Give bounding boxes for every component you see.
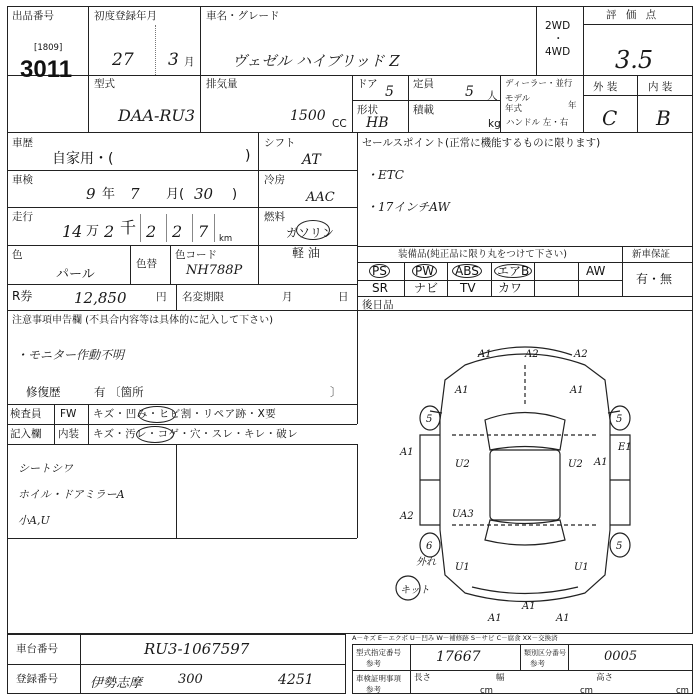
shift: AT bbox=[302, 152, 321, 168]
name-change-month: 月 bbox=[282, 291, 293, 303]
sales-label: セールスポイント(正常に機能するものに限ります) bbox=[362, 137, 601, 149]
warranty-value: 有・無 bbox=[636, 272, 673, 286]
equip-leather: カワ bbox=[498, 281, 523, 295]
equip-tv: TV bbox=[460, 281, 476, 295]
mileage-man-unit: 万 bbox=[86, 224, 100, 239]
inspector-label-2: 記入欄 bbox=[10, 428, 42, 440]
inspection-month-unit: 月( bbox=[166, 187, 185, 202]
sales-point-2: ・17インチAW bbox=[366, 200, 450, 214]
memo-3: 小A,U bbox=[18, 514, 50, 527]
memo-2: ホイル・ドアミラーA bbox=[18, 488, 125, 501]
recycle-value: 12,850 bbox=[74, 289, 127, 307]
capacity-label: 定員 bbox=[413, 78, 434, 90]
damage-mark: 5 bbox=[616, 541, 623, 552]
cert-label: 車検証明事項 bbox=[356, 674, 401, 683]
damage-mark: A1 bbox=[522, 601, 536, 612]
drive-4wd: 4WD bbox=[545, 46, 571, 58]
capacity: 5 bbox=[465, 84, 474, 100]
first-reg-month-unit: 月 bbox=[184, 56, 195, 68]
load-label: 積載 bbox=[413, 104, 434, 116]
cc-unit: CC bbox=[332, 118, 347, 130]
inspection-month: 7 bbox=[130, 185, 140, 203]
shape-label: 形状 bbox=[357, 104, 378, 116]
model-year-sub: 年式 bbox=[505, 104, 523, 114]
height-cm: cm bbox=[676, 686, 689, 696]
ac-label: 冷房 bbox=[264, 174, 285, 186]
fw-dent-circle bbox=[138, 406, 176, 423]
reg-area: 伊勢志摩 bbox=[90, 676, 143, 691]
damage-mark: U2 bbox=[568, 459, 583, 470]
shape: HB bbox=[366, 115, 389, 131]
height-label: 高さ bbox=[596, 673, 614, 683]
lot-code: [1809] bbox=[34, 43, 63, 53]
first-reg-year: 27 bbox=[112, 50, 134, 70]
diagram-legend: A－キズ E－エクボ U－凹み W－補修跡 S－サビ C－腐食 XX－交換済 bbox=[352, 634, 558, 642]
kg-unit: kg bbox=[488, 118, 501, 130]
model-year-label: モデル bbox=[505, 94, 531, 104]
cert-sub: 参考 bbox=[366, 685, 381, 694]
model: DAA-RU3 bbox=[118, 106, 196, 125]
yen-unit: 円 bbox=[156, 291, 167, 303]
chassis-label: 車台番号 bbox=[16, 643, 58, 655]
damage-mark: A1 bbox=[570, 385, 584, 396]
score-label: 評 価 点 bbox=[606, 9, 660, 21]
damage-mark: 6 bbox=[426, 541, 433, 552]
repair-value: 有 〔箇所 bbox=[94, 385, 144, 399]
lot-label: 出品番号 bbox=[12, 10, 54, 22]
dealer-label: ディーラー・並行 bbox=[505, 79, 573, 89]
repair-label: 修復歴 bbox=[26, 385, 61, 399]
interior-inspect-label: 内装 bbox=[58, 428, 79, 440]
sales-point-1: ・ETC bbox=[366, 168, 404, 182]
doors: 5 bbox=[385, 84, 394, 100]
mileage-sen-unit: 千 bbox=[120, 218, 137, 237]
spec-ref: 17667 bbox=[436, 649, 481, 665]
interior-grade: B bbox=[656, 106, 671, 130]
handle-label: ハンドル 左・右 bbox=[506, 118, 569, 128]
interior-label: 内 装 bbox=[648, 81, 673, 93]
length-cm: cm bbox=[480, 686, 493, 696]
mileage-label: 走行 bbox=[12, 211, 33, 223]
drive-2wd: 2WD bbox=[545, 20, 571, 32]
inspection-close: ) bbox=[232, 187, 238, 202]
equip-sr: SR bbox=[372, 281, 388, 295]
spec-ref-sub: 参考 bbox=[366, 659, 381, 668]
car-grade-label: 車名・グレード bbox=[206, 10, 280, 22]
chassis: RU3-1067597 bbox=[144, 640, 250, 658]
registration-label: 登録番号 bbox=[16, 673, 58, 685]
inspection-day: 30 bbox=[194, 185, 214, 203]
fuel-gasoline-circle bbox=[296, 220, 330, 240]
year-unit-spec: 年 bbox=[568, 101, 577, 111]
name-change-label: 名変期限 bbox=[182, 291, 224, 303]
note-1: ・モニター作動不明 bbox=[16, 348, 125, 362]
mileage-thousand: 2 bbox=[104, 222, 115, 241]
category-label: 類別区分番号 bbox=[524, 649, 566, 657]
km-unit: km bbox=[219, 234, 233, 244]
fuel-gasoline: ガソリン bbox=[286, 226, 335, 240]
equip-abs: ABS bbox=[452, 264, 482, 278]
damage-mark: E1 bbox=[618, 442, 632, 453]
damage-mark: キット bbox=[400, 585, 430, 596]
mileage-tens: 2 bbox=[172, 222, 183, 241]
history-value: 自家用・( bbox=[52, 151, 114, 167]
damage-mark: 5 bbox=[616, 414, 623, 425]
lot-number: 3011 bbox=[20, 56, 73, 83]
equip-navi: ナビ bbox=[414, 281, 439, 295]
exterior-grade: C bbox=[602, 106, 618, 130]
displacement: 1500 bbox=[290, 108, 326, 124]
recycle-label: R券 bbox=[12, 289, 33, 303]
fuel-diesel: 軽 油 bbox=[292, 246, 320, 260]
damage-mark: A1 bbox=[488, 613, 502, 624]
damage-mark: U1 bbox=[574, 562, 589, 573]
color-code-label: 色コード bbox=[175, 249, 217, 261]
memo-1: シートシワ bbox=[18, 462, 73, 475]
damage-mark: U2 bbox=[455, 459, 470, 470]
reg-number: 4251 bbox=[278, 672, 314, 688]
equipment-title: 装備品(純正品に限り丸をつけて下さい) bbox=[398, 249, 567, 260]
damage-mark: 5 bbox=[426, 414, 433, 425]
damage-mark: 外れ bbox=[416, 557, 436, 568]
damage-mark: A2 bbox=[525, 349, 539, 360]
damage-mark: A2 bbox=[400, 511, 414, 522]
first-reg-month: 3 bbox=[168, 50, 179, 70]
car-grade: ヴェゼル ハイブリッド Z bbox=[232, 52, 400, 70]
interior-items: キズ・汚レ・コゲ・穴・スレ・キレ・破レ bbox=[93, 428, 298, 440]
new-car-warranty-label: 新車保証 bbox=[632, 249, 671, 260]
doors-label: ドア bbox=[357, 78, 378, 90]
displacement-label: 排気量 bbox=[206, 78, 238, 90]
equip-aw: AW bbox=[586, 264, 606, 278]
history-label: 車歴 bbox=[12, 137, 33, 149]
exterior-label: 外 装 bbox=[593, 81, 618, 93]
inspection-year-unit: 年 bbox=[102, 187, 116, 202]
fw-label: FW bbox=[60, 408, 77, 420]
damage-mark: A1 bbox=[478, 349, 492, 360]
category: 0005 bbox=[604, 649, 638, 664]
color-label: 色 bbox=[12, 249, 23, 261]
score: 3.5 bbox=[615, 46, 654, 74]
fw-items: キズ・凹み・ヒビ割・リペア跡・X要 bbox=[93, 408, 277, 420]
equip-ps: PS bbox=[369, 264, 390, 278]
car-diagram bbox=[360, 325, 690, 625]
mileage-ones: 7 bbox=[198, 222, 209, 241]
repair-close: 〕 bbox=[330, 385, 342, 399]
mileage-hundreds: 2 bbox=[146, 222, 157, 241]
color: パール bbox=[56, 267, 95, 282]
damage-mark: A1 bbox=[556, 613, 570, 624]
ac: AAC bbox=[306, 190, 335, 205]
category-sub: 参考 bbox=[530, 659, 545, 668]
notes-title: 注意事項申告欄 (不具合内容等は具体的に記入して下さい) bbox=[12, 315, 273, 326]
width-cm: cm bbox=[580, 686, 593, 696]
length-label: 長さ bbox=[414, 673, 432, 683]
first-reg-label: 初度登録年月 bbox=[94, 10, 157, 22]
fuel-label: 燃料 bbox=[264, 211, 285, 223]
color-change-label: 色替 bbox=[136, 258, 157, 270]
inspector-label-1: 検査員 bbox=[10, 408, 42, 420]
width-label: 幅 bbox=[496, 673, 505, 683]
equip-pw: PW bbox=[412, 264, 437, 278]
inspection-year: 9 bbox=[86, 185, 96, 203]
drive-dot: ・ bbox=[553, 33, 564, 45]
mileage-man: 14 bbox=[62, 222, 83, 241]
inspection-label: 車検 bbox=[12, 174, 33, 186]
shift-label: シフト bbox=[264, 137, 296, 149]
model-label: 型式 bbox=[94, 78, 115, 90]
interior-stain-circle bbox=[136, 426, 174, 443]
equip-airbag: エアB bbox=[494, 264, 532, 278]
color-code: NH788P bbox=[186, 263, 243, 278]
history-close: ) bbox=[245, 148, 251, 164]
name-change-day: 日 bbox=[338, 291, 349, 303]
damage-mark: A1 bbox=[594, 457, 608, 468]
rear-seat-label: 後日品 bbox=[362, 299, 394, 311]
damage-mark: U1 bbox=[455, 562, 470, 573]
reg-class: 300 bbox=[178, 672, 203, 687]
damage-mark: A1 bbox=[455, 385, 469, 396]
damage-mark: A2 bbox=[574, 349, 588, 360]
damage-mark: UA3 bbox=[452, 509, 474, 520]
spec-ref-label: 型式指定番号 bbox=[356, 648, 401, 657]
damage-mark: A1 bbox=[400, 447, 414, 458]
person-unit: 人 bbox=[487, 90, 498, 102]
